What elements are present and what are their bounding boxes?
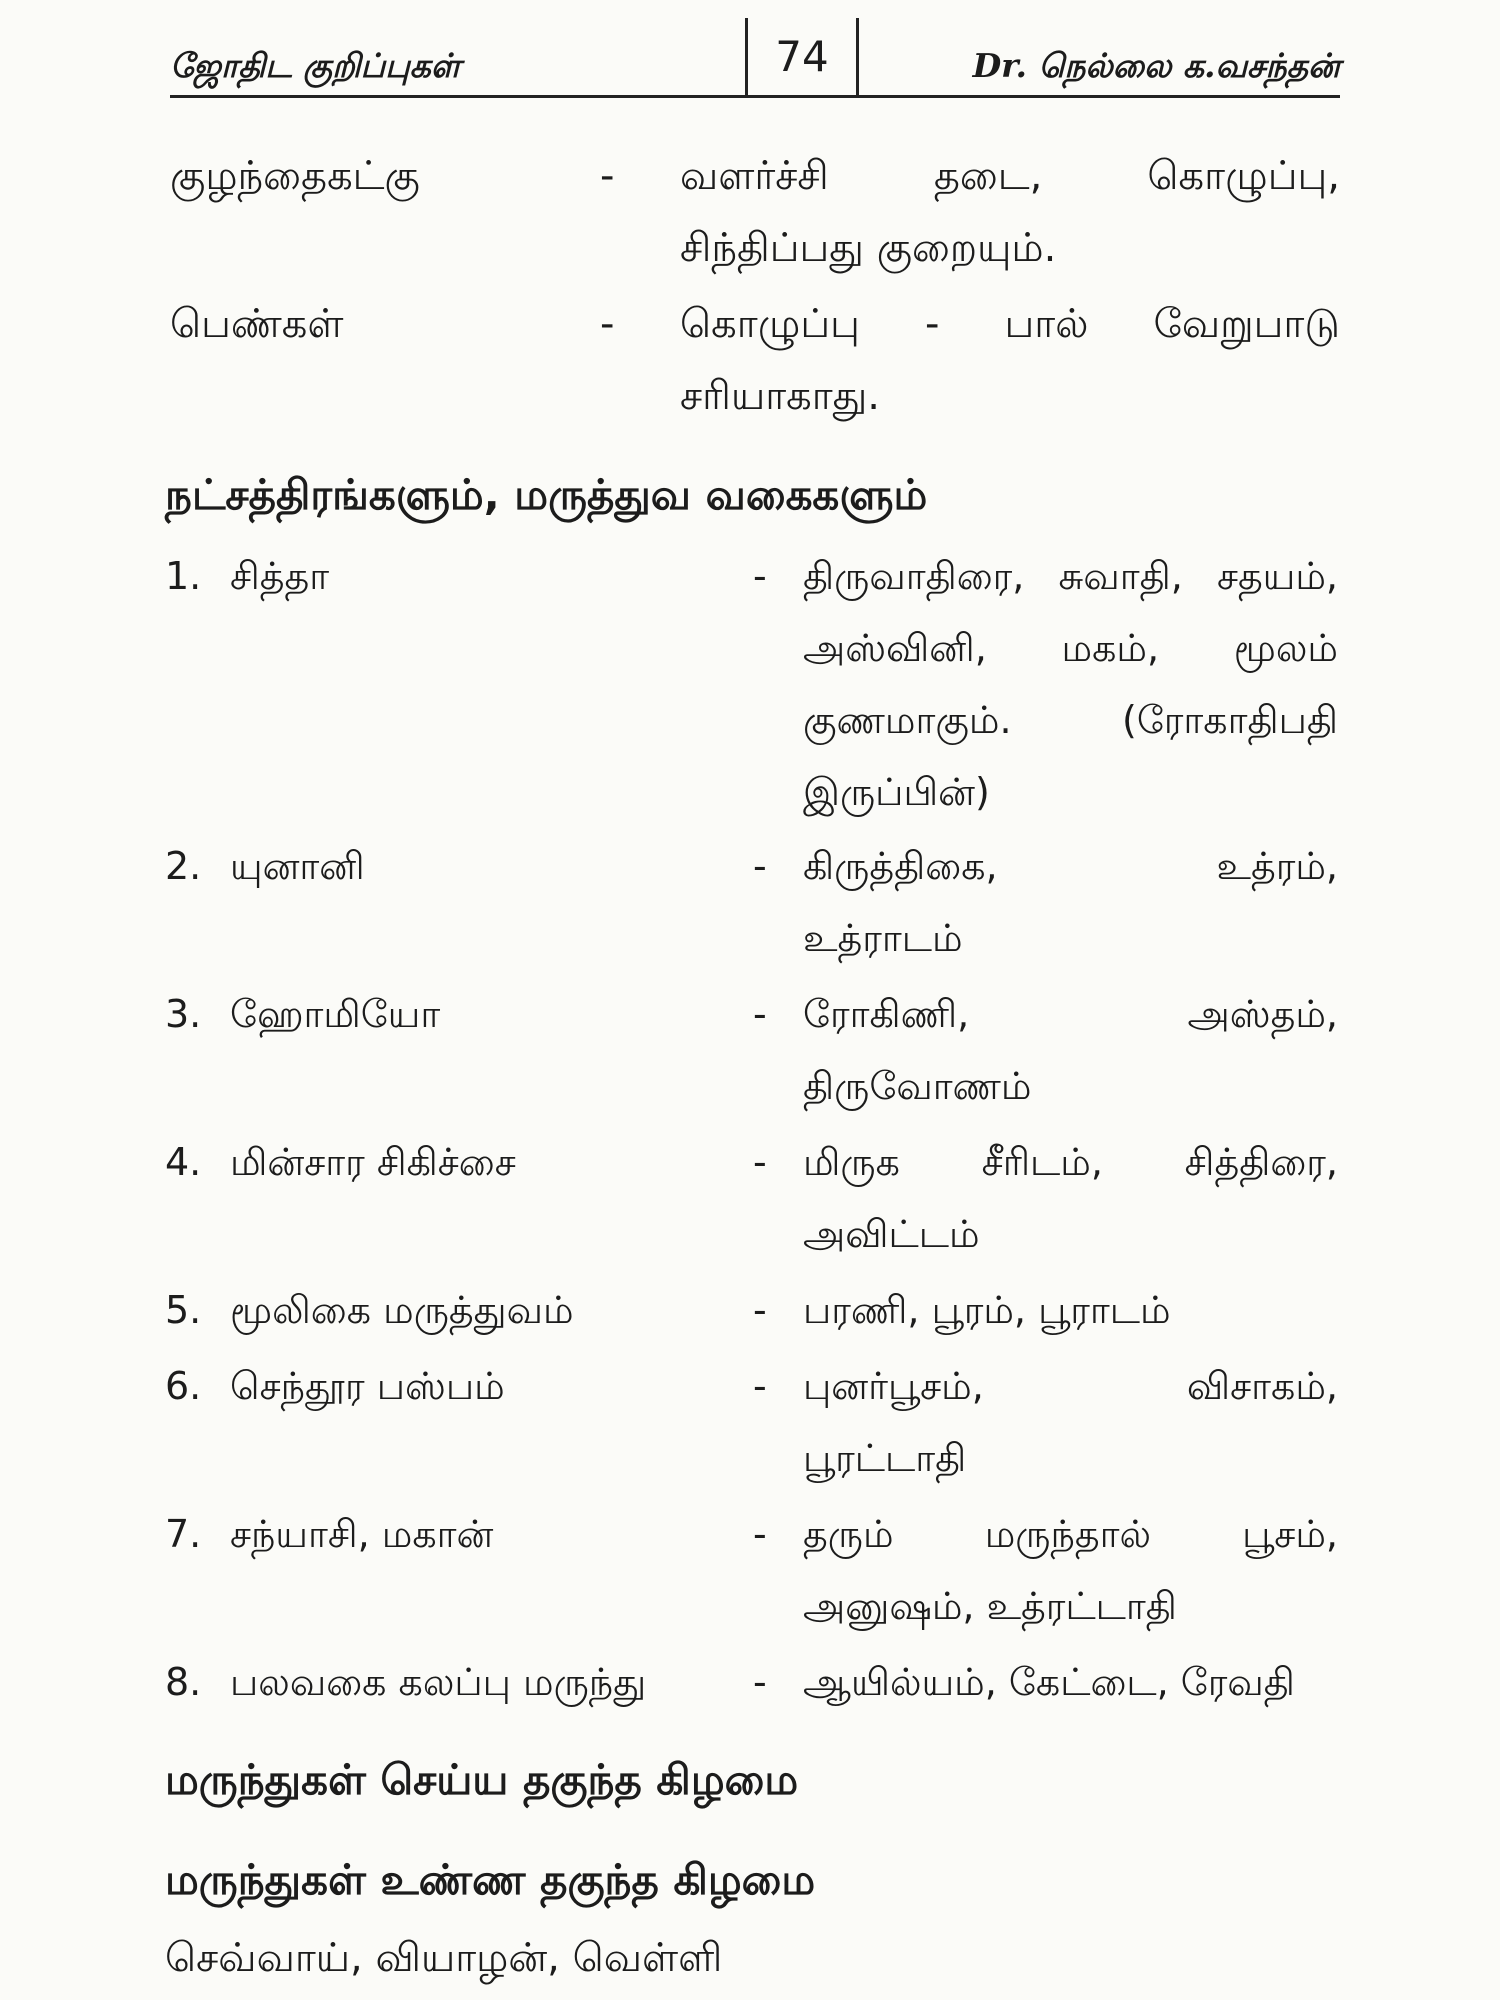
item-dash: - [753,992,767,1036]
intro-term: குழந்தைகட்கு [170,153,420,199]
item-dash: - [753,554,767,598]
page-number: 74 [745,18,859,96]
item-label: மின்சார சிகிச்சை [230,1140,516,1184]
definition-line: அஸ்வினி, மகம், மூலம் [803,626,1338,670]
item-definition [803,1350,1338,1494]
item-number: 7. [165,1512,202,1556]
item-label: பலவகை கலப்பு மருந்து [230,1660,647,1704]
intro-dash: - [600,153,615,199]
definition-line: குணமாகும். (ரோகாதிபதி [803,698,1338,742]
item-definition [803,1646,1338,1718]
intro-term: பெண்கள் [170,301,344,347]
weekday-list: செவ்வாய், வியாழன், வெள்ளி [165,1935,723,1981]
item-label: சந்யாசி, மகான் [230,1512,494,1556]
definition-line: ரோகிணி, அஸ்தம், [803,992,1338,1036]
definition-line: சிந்திப்பது குறையும். [680,225,1057,271]
item-dash: - [753,1512,767,1556]
definition-line: பூரட்டாதி [803,1436,967,1480]
item-label: செந்தூர பஸ்பம் [230,1364,505,1408]
definition-line: பரணி, பூரம், பூராடம் [803,1288,1171,1332]
item-definition [803,830,1338,974]
item-label: சித்தா [230,554,330,598]
item-definition [803,1498,1338,1642]
item-label: ஹோமியோ [230,992,441,1036]
item-number: 6. [165,1364,202,1408]
definition-line: புனர்பூசம், விசாகம், [803,1364,1338,1408]
running-header [170,18,1340,98]
section-heading: நட்சத்திரங்களும், மருத்துவ வகைகளும் [165,470,928,519]
definition-line: தரும் மருந்தால் பூசம், [803,1512,1338,1556]
header-rule [170,95,1340,98]
item-dash: - [753,1288,767,1332]
definition-line: கொழுப்பு - பால் வேறுபாடு [680,301,1340,347]
item-definition [803,1274,1338,1346]
definition-line: வளர்ச்சி தடை, கொழுப்பு, [680,153,1340,199]
intro-definition [680,140,1340,284]
item-number: 3. [165,992,202,1036]
item-dash: - [753,1364,767,1408]
item-label: மூலிகை மருத்துவம் [230,1288,574,1332]
item-label: யுனானி [230,844,365,888]
definition-line: சரியாகாது. [680,373,881,419]
item-number: 1. [165,554,202,598]
item-number: 8. [165,1660,202,1704]
item-dash: - [753,1140,767,1184]
definition-line: திருவோணம் [803,1064,1032,1108]
section-heading: மருந்துகள் உண்ண தகுந்த கிழமை [165,1855,816,1904]
item-dash: - [753,1660,767,1704]
item-number: 2. [165,844,202,888]
header-book-title: ஜோதிட குறிப்புகள் [170,46,461,85]
definition-line: ஆயில்யம், கேட்டை, ரேவதி [803,1660,1295,1704]
section-heading: மருந்துகள் செய்ய தகுந்த கிழமை [165,1755,799,1804]
definition-line: உத்ராடம் [803,916,963,960]
definition-line: அவிட்டம் [803,1212,980,1256]
definition-line: அனுஷம், உத்ரட்டாதி [803,1584,1177,1628]
item-number: 5. [165,1288,202,1332]
definition-line: இருப்பின்) [803,770,990,814]
item-definition [803,540,1338,828]
intro-dash: - [600,301,615,347]
definition-line: கிருத்திகை, உத்ரம், [803,844,1338,888]
item-dash: - [753,844,767,888]
definition-line: மிருக சீரிடம், சித்திரை, [803,1140,1338,1184]
item-definition [803,978,1338,1122]
item-number: 4. [165,1140,202,1184]
intro-definition [680,288,1340,432]
header-author: Dr. நெல்லை க.வசந்தன் [972,46,1340,85]
definition-line: திருவாதிரை, சுவாதி, சதயம், [803,554,1338,598]
item-definition [803,1126,1338,1270]
